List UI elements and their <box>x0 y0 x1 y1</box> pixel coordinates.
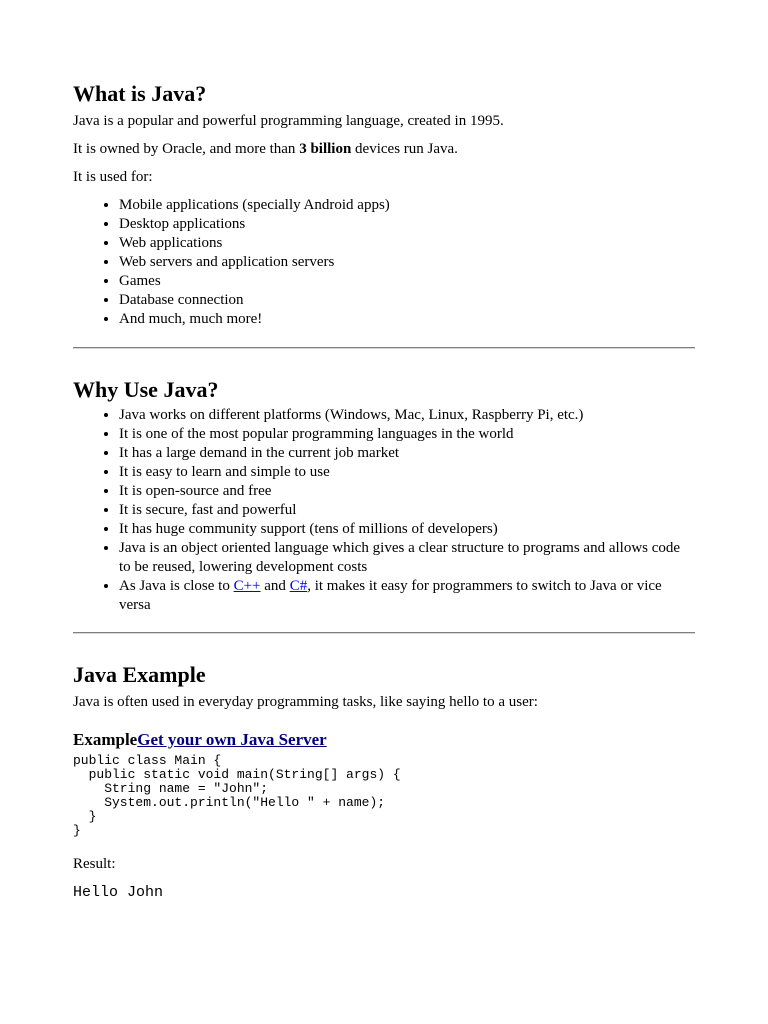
java-server-link[interactable]: Get your own Java Server <box>137 730 327 749</box>
result-output: Hello John <box>73 884 164 901</box>
list-item: • Mobile applications (specially Android apps) <box>119 196 695 215</box>
ownership-text-start: It is owned by Oracle, and more than <box>73 141 300 157</box>
device-count: 3 billion <box>299 141 352 157</box>
list-item: • It is easy to learn and simple to use <box>119 463 695 482</box>
reason-text-middle: and <box>260 578 290 594</box>
example-heading <box>73 729 695 750</box>
used-for-paragraph: It is used for: <box>73 169 153 185</box>
list-item: • Database connection <box>119 291 695 310</box>
list-item: • Games <box>119 272 695 291</box>
heading-why-use-java: Why Use Java? <box>73 377 219 402</box>
list-item: • It is open-source and free <box>119 482 695 501</box>
uses-list <box>73 196 695 329</box>
section-divider <box>73 632 695 634</box>
heading-what-is-java: What is Java? <box>73 81 207 106</box>
list-item: • Web servers and application servers <box>119 253 695 272</box>
reason-text-start: As Java is close to <box>119 578 234 594</box>
ownership-paragraph <box>73 140 695 159</box>
list-item: • Web applications <box>119 234 695 253</box>
ownership-text-end: devices run Java. <box>351 141 458 157</box>
list-item: • It is one of the most popular programming languages in the world <box>119 425 695 444</box>
list-item: • It has huge community support (tens of millions of developers) <box>119 520 695 539</box>
section-divider <box>73 347 695 349</box>
list-item: • Desktop applications <box>119 215 695 234</box>
result-label: Result: <box>73 856 116 872</box>
cpp-link[interactable]: C++ <box>233 578 261 594</box>
list-item: • It is secure, fast and powerful <box>119 501 695 520</box>
list-item: • And much, much more! <box>119 310 695 329</box>
list-item: • Java is an object oriented language which gives a clear structure to programs and allows code to be reused, lowering development costs <box>119 539 695 577</box>
list-item: • It has a large demand in the current job market <box>119 444 695 463</box>
list-item: • Java works on different platforms (Windows, Mac, Linux, Raspberry Pi, etc.) <box>119 406 695 425</box>
example-label: Example <box>73 730 138 749</box>
list-item <box>119 577 695 615</box>
article-content <box>73 0 695 902</box>
example-intro-paragraph: Java is often used in everyday programming tasks, like saying hello to a user: <box>73 694 538 710</box>
reasons-list <box>73 406 695 615</box>
intro-paragraph: Java is a popular and powerful programming language, created in 1995. <box>73 113 504 129</box>
reason-text-end: , it makes it easy for programmers to switch to Java or vice versa <box>119 578 662 613</box>
heading-java-example: Java Example <box>73 662 206 687</box>
code-block: public class Main { public static void main(String[] args) { String name = "John"; System.out.println("Hello " + name); } } <box>73 753 401 838</box>
csharp-link[interactable]: C# <box>289 578 308 594</box>
